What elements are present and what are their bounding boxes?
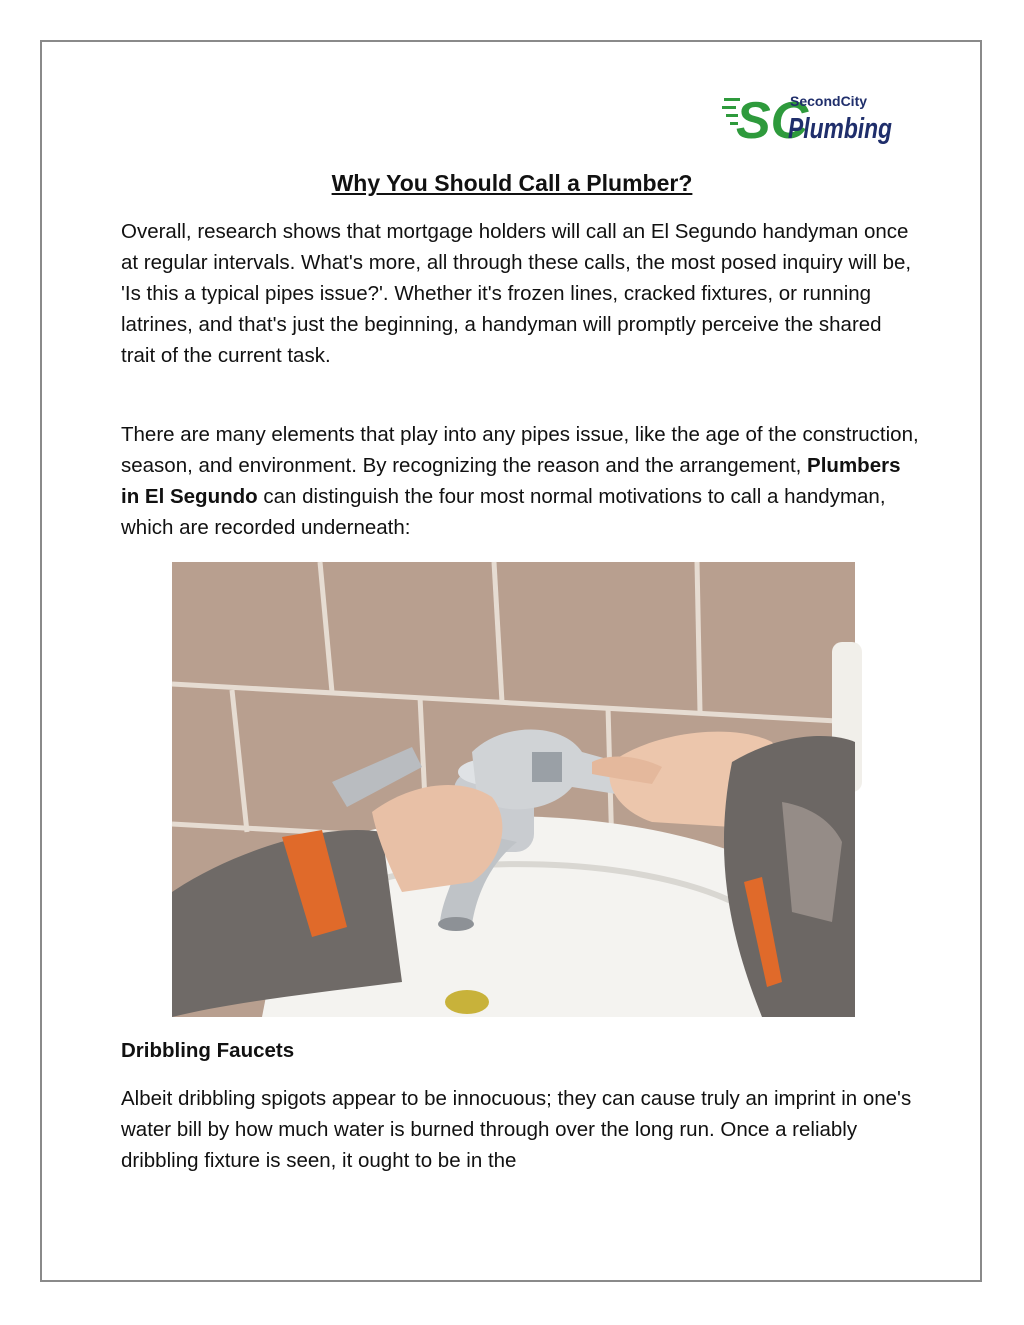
paragraph-dribbling-faucets: Albeit dribbling spigots appear to be innocuous; they can cause truly an imprint in one's water bill by how much water is burned through over the long run. Once a reliably dribbling fixture is seen, it ought to be in the bbox=[121, 1087, 912, 1172]
paragraph-elements-after: can distinguish the four most normal motivations to call a handyman, which are recorded underneath: bbox=[121, 485, 886, 539]
logo-monogram: SC bbox=[736, 92, 809, 150]
paragraph-elements-before: There are many elements that play into any pipes issue, like the age of the construction, season, and environment. By recognizing the reason and the arrangement, bbox=[121, 423, 919, 477]
logo-brand-top: SecondCity bbox=[790, 93, 868, 109]
paragraph-elements bbox=[121, 419, 921, 543]
logo-brand-bottom: Plumbing bbox=[788, 113, 893, 145]
paragraph-intro: Overall, research shows that mortgage holders will call an El Segundo handyman once at regular intervals. What's more, all through these calls, the most posed inquiry will be, 'Is this a typical pipes issue?'. Whether it's frozen lines, cracked fixtures, or running latrines, and that's just the beginning, a handyman will promptly perceive the shared trait of the current task. bbox=[121, 220, 912, 367]
plumber-faucet-photo bbox=[172, 562, 855, 1017]
secondcity-plumbing-logo bbox=[722, 84, 894, 154]
plumbers-in-el-segundo-keyword: Plumbers in El Segundo bbox=[121, 454, 901, 508]
section-heading-dribbling-faucets: Dribbling Faucets bbox=[121, 1039, 295, 1062]
page-title: Why You Should Call a Plumber? bbox=[331, 170, 693, 196]
